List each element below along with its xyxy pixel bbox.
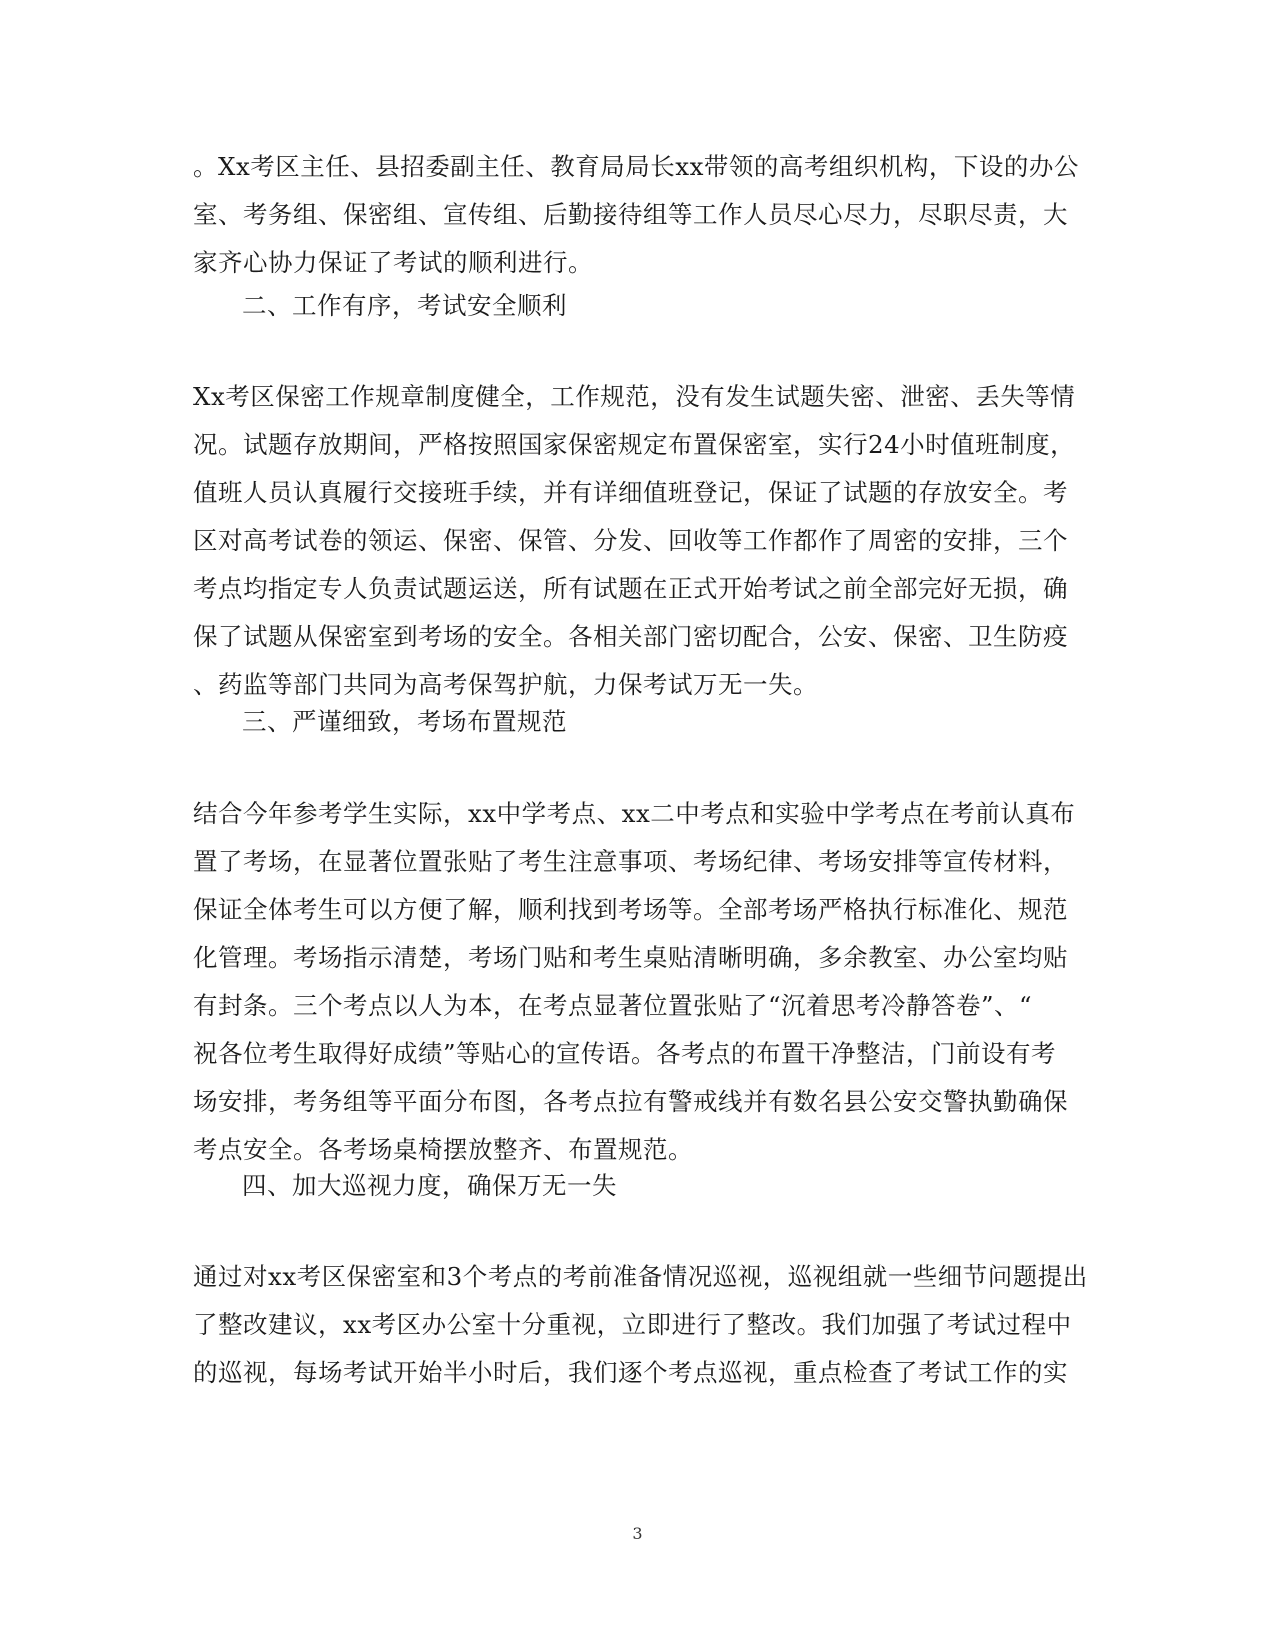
section-heading-3: 三、严谨细致，考场布置规范 bbox=[242, 707, 567, 736]
text-line: 况。试题存放期间，严格按照国家保密规定布置保密室，实行24小时值班制度， bbox=[193, 430, 1076, 459]
text-line: 考点安全。各考场桌椅摆放整齐、布置规范。 bbox=[193, 1135, 693, 1164]
text-line: 了整改建议，xx考区办公室十分重视，立即进行了整改。我们加强了考试过程中 bbox=[193, 1310, 1072, 1339]
text-line: 室、考务组、保密组、宣传组、后勤接待组等工作人员尽心尽力，尽职尽责，大 bbox=[193, 200, 1068, 229]
paragraph-security bbox=[193, 373, 1076, 709]
paragraph-exam-rooms bbox=[193, 790, 1076, 1174]
paragraph-organization bbox=[193, 143, 1079, 287]
text-line: 结合今年参考学生实际，xx中学考点、xx二中考点和实验中学考点在考前认真布 bbox=[193, 799, 1076, 828]
text-line: 场安排，考务组等平面分布图，各考点拉有警戒线并有数名县公安交警执勤确保 bbox=[193, 1087, 1068, 1116]
text-line: 考点均指定专人负责试题运送，所有试题在正式开始考试之前全部完好无损，确 bbox=[193, 574, 1068, 603]
text-line: 化管理。考场指示清楚，考场门贴和考生桌贴清晰明确，多余教室、办公室均贴 bbox=[193, 943, 1068, 972]
text-line: 家齐心协力保证了考试的顺利进行。 bbox=[193, 248, 593, 277]
paragraph-inspection bbox=[193, 1253, 1088, 1397]
text-line: 区对高考试卷的领运、保密、保管、分发、回收等工作都作了周密的安排，三个 bbox=[193, 526, 1068, 555]
text-line: 祝各位考生取得好成绩”等贴心的宣传语。各考点的布置干净整洁，门前设有考 bbox=[193, 1039, 1057, 1068]
section-heading-2: 二、工作有序，考试安全顺利 bbox=[242, 291, 567, 320]
text-line: 。Xx考区主任、县招委副主任、教育局局长xx带领的高考组织机构，下设的办公 bbox=[193, 152, 1079, 181]
text-line: 保证全体考生可以方便了解，顺利找到考场等。全部考场严格执行标准化、规范 bbox=[193, 895, 1068, 924]
text-line: 、药监等部门共同为高考保驾护航，力保考试万无一失。 bbox=[193, 670, 818, 699]
text-line: 通过对xx考区保密室和3个考点的考前准备情况巡视，巡视组就一些细节问题提出 bbox=[193, 1262, 1088, 1291]
text-line: 有封条。三个考点以人为本，在考点显著位置张贴了“沉着思考冷静答卷”、“ bbox=[193, 991, 1033, 1020]
text-line: 的巡视，每场考试开始半小时后，我们逐个考点巡视，重点检查了考试工作的实 bbox=[193, 1358, 1068, 1387]
section-heading-4: 四、加大巡视力度，确保万无一失 bbox=[242, 1171, 617, 1200]
text-line: 保了试题从保密室到考场的安全。各相关部门密切配合，公安、保密、卫生防疫 bbox=[193, 622, 1068, 651]
text-line: 置了考场，在显著位置张贴了考生注意事项、考场纪律、考场安排等宣传材料， bbox=[193, 847, 1068, 876]
text-line: Xx考区保密工作规章制度健全，工作规范，没有发生试题失密、泄密、丢失等情 bbox=[193, 382, 1076, 411]
text-line: 值班人员认真履行交接班手续，并有详细值班登记，保证了试题的存放安全。考 bbox=[193, 478, 1068, 507]
page-number: 3 bbox=[632, 1524, 643, 1543]
